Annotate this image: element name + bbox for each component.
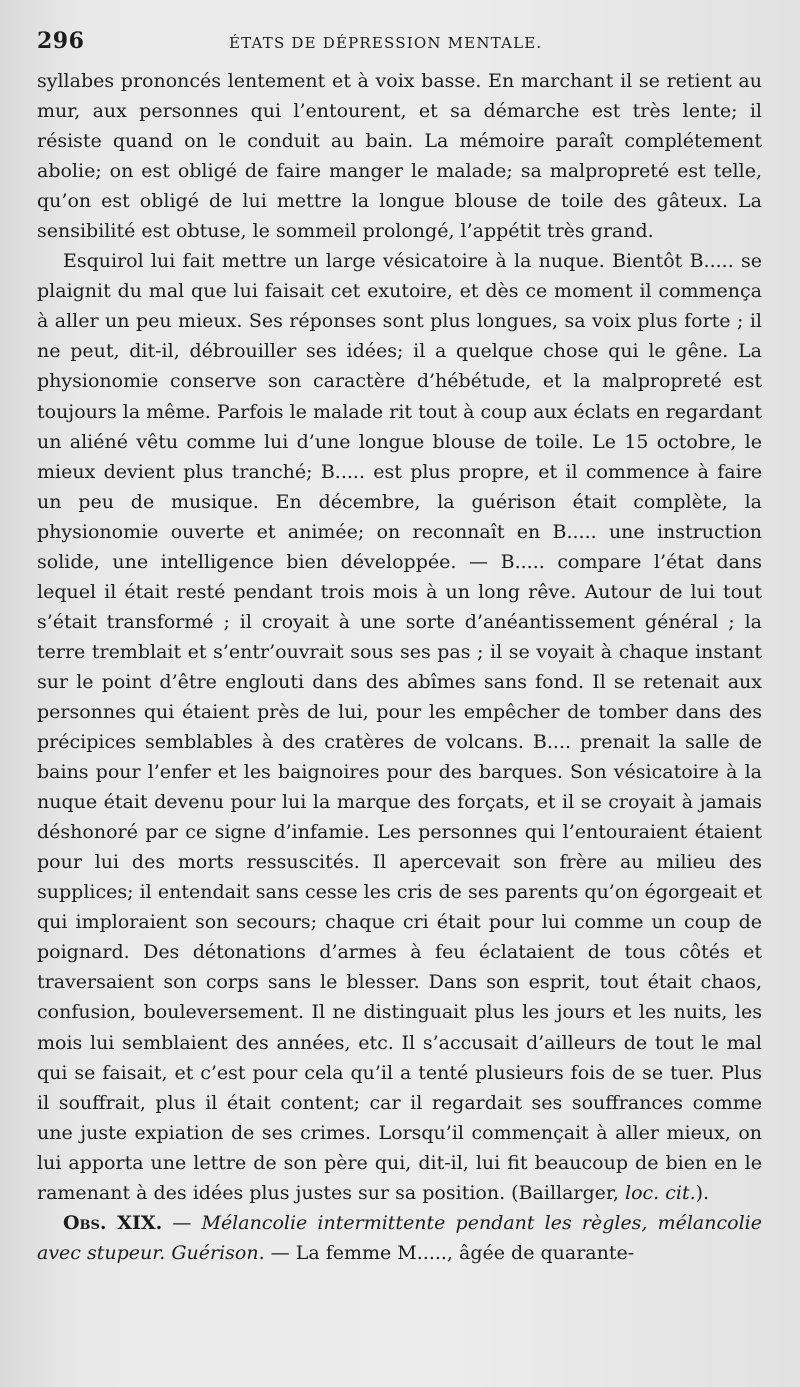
paragraph-continuation <box>37 66 762 246</box>
paragraph-text: syllabes prononcés lentement et à voix basse. En marchant il se retient au mur, aux personnes qui l’entourent, et sa démarche est très lente; il résiste quand on le conduit au bain. La mémoire paraît complétement abolie; on est obligé de faire manger le malade; sa malpropreté est telle, qu’on est obligé de lui mettre la longue blouse de toile des gâteux. La sensibilité est obtuse, le sommeil prolongé, l’appétit très grand. <box>37 70 762 243</box>
page-number: 296 <box>37 28 85 54</box>
observation-dash: — <box>162 1211 202 1234</box>
page-header <box>37 28 762 64</box>
observation-title: Mélancolie intermittente pendant les règles, mélancolie avec stupeur. Guérison. <box>37 1211 762 1264</box>
observation-text: — La femme M....., âgée de quarante- <box>264 1241 635 1264</box>
observation-heading <box>37 1208 762 1268</box>
running-title: ÉTATS DE DÉPRESSION MENTALE. <box>229 34 543 52</box>
citation-end: ). <box>695 1181 710 1204</box>
observation-label: Obs. XIX. <box>63 1211 163 1234</box>
citation-italic: loc. cit. <box>625 1181 696 1204</box>
paragraph-esquirol <box>37 246 762 1208</box>
body-text <box>37 66 762 1268</box>
paragraph-text: Esquirol lui fait mettre un large vésicatoire à la nuque. Bientôt B..... se plaignit du mal que lui faisait cet exutoire, et dès ce moment il commença à aller un peu mieux. Ses réponses sont plus longues, sa voix plus forte ; il ne peut, dit-il, débrouiller ses idées; il a quelque chose qui le gêne. La physionomie conserve son caractère d’hébétude, et la malpropreté est toujours la même. Parfois le malade rit tout à coup aux éclats en regardant un aliéné vêtu comme lui d’une longue blouse de toile. Le 15 octobre, le mieux devient plus tranché; B..... est plus propre, et il commence à faire un peu de musique. En décembre, la guérison était complète, la physionomie ouverte et animée; on reconnaît en B..... une instruction solide, une intelligence bien développée. — B..... compare l’état dans lequel il était resté pendant trois mois à un long rêve. Autour de lui tout s’était transformé ; il croyait à une sorte d’anéantissement général ; la terre tremblait et s’entr’ouvrait sous ses pas ; il se voyait à chaque instant sur le point d’être englouti dans des abîmes sans fond. Il se retenait aux personnes qui étaient près de lui, pour les empêcher de tomber dans des précipices semblables à des cratères de volcans. B.... prenait la salle de bains pour l’enfer et les baignoires pour des barques. Son vésicatoire à la nuque était devenu pour lui la marque des forçats, et il se croyait à jamais déshonoré par ce signe d’infamie. Les personnes qui l’entouraient étaient pour lui des morts ressuscités. Il apercevait son frère au milieu des supplices; il entendait sans cesse les cris de ses parents qu’on égorgeait et qui imploraient son secours; chaque cri était pour lui comme un coup de poignard. Des détonations d’armes à feu éclataient de tous côtés et traversaient son corps sans le blesser. Dans son esprit, tout était chaos, confusion, bouleversement. Il ne distinguait plus les jours et les nuits, les mois lui semblaient des années, etc. Il s’accusait d’ailleurs de tout le mal qui se faisait, et c’est pour cela qu’il a tenté plusieurs fois de se tuer. Plus il souffrait, plus il était content; car il regardait ses souffrances comme une juste expiation de ses crimes. Lorsqu’il commençait à aller mieux, on lui apporta une lettre de son père qui, dit-il, lui fit beaucoup de bien en le ramenant à des idées plus justes sur sa position. (Baillarger, <box>37 250 762 1204</box>
